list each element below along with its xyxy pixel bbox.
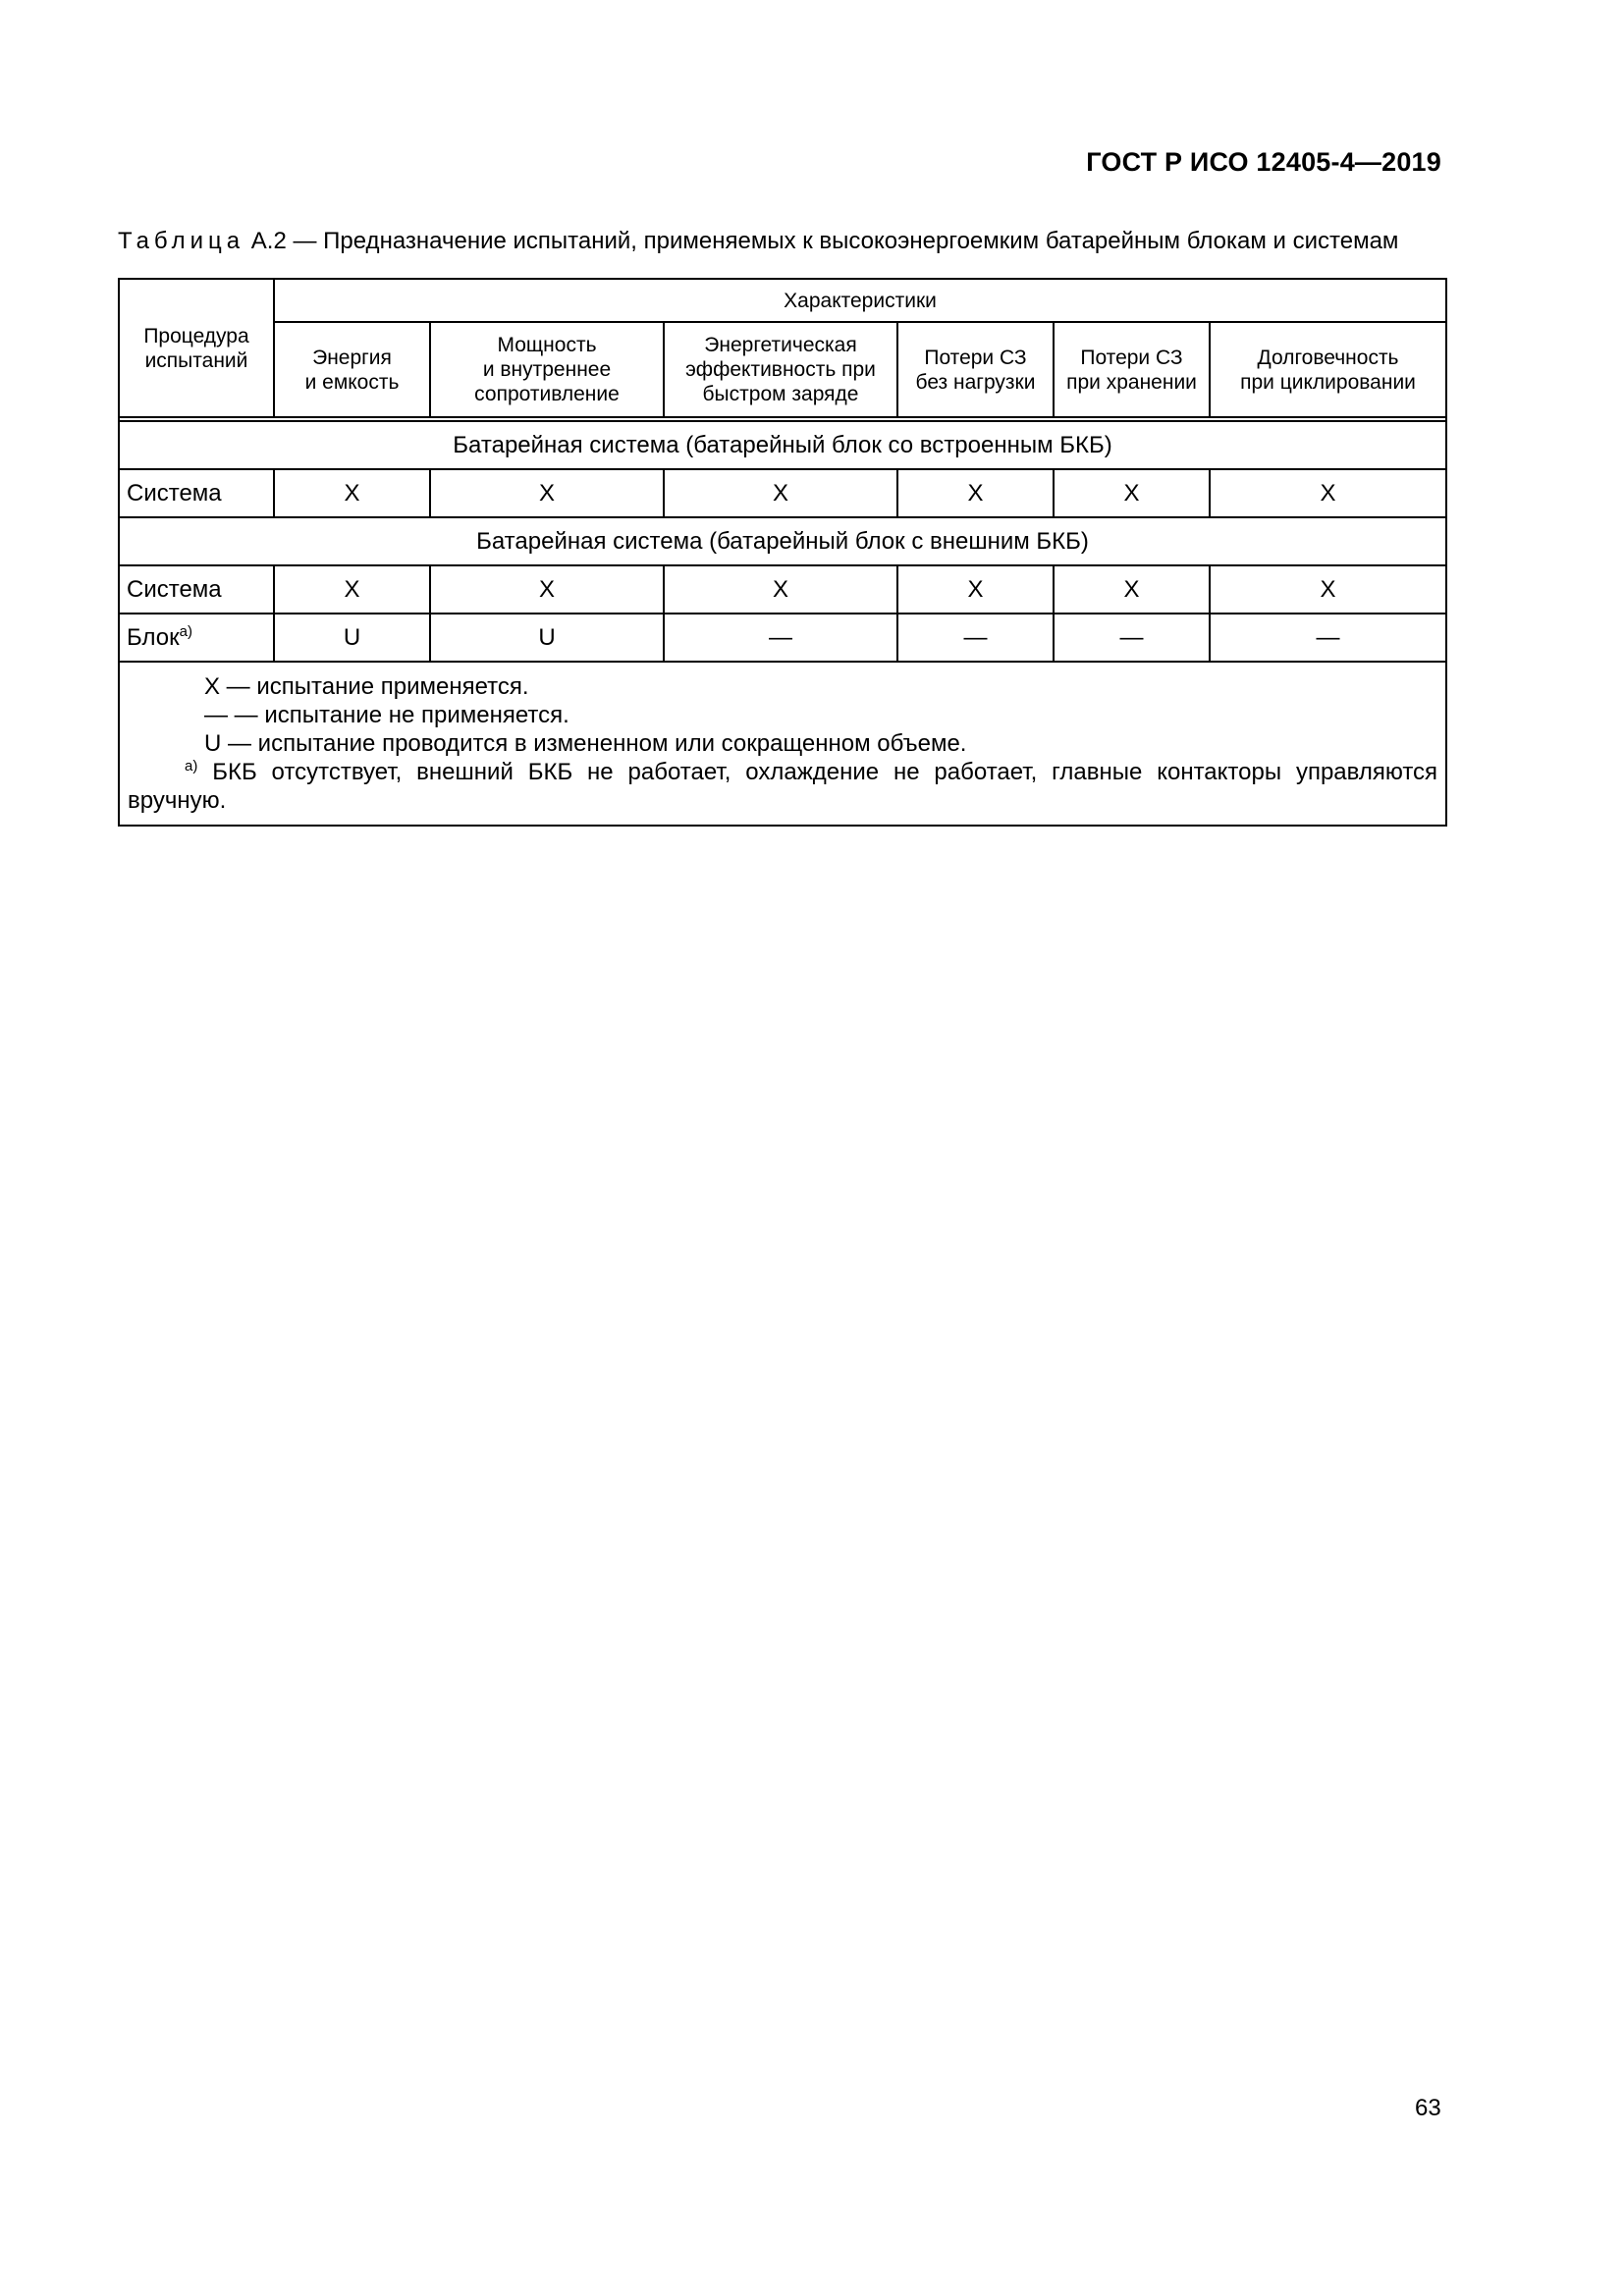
table-cell: X <box>897 469 1054 517</box>
table-cell: — <box>664 614 897 662</box>
table-caption-word: Таблица <box>118 228 245 254</box>
table-row <box>119 469 1446 517</box>
footnote-ref: a) <box>179 622 192 640</box>
table-cell: X <box>274 565 430 614</box>
footnote-text: БКБ отсутствует, внешний БКБ не работает, охлаждение не работает, главные контакторы управляются вручную. <box>128 759 1438 814</box>
note-line: X — испытание применяется. <box>204 673 529 700</box>
column-header-power: Мощность и внутреннее сопротивление <box>430 322 664 417</box>
section-title-integrated-bms: Батарейная система (батарейный блок со встроенным БКБ) <box>119 421 1446 469</box>
table-cell: U <box>274 614 430 662</box>
table-cell: X <box>430 469 664 517</box>
table-caption-text: А.2 — Предназначение испытаний, применяемых к высокоэнергоемким батарейным блокам и системам <box>250 228 1399 254</box>
table-cell: X <box>430 565 664 614</box>
note-line: — — испытание не применяется. <box>204 702 569 728</box>
column-header-efficiency: Энергетическая эффективность при быстром заряде <box>664 322 897 417</box>
column-header-cycle-life: Долговечность при циклировании <box>1210 322 1446 417</box>
test-purpose-table <box>118 278 1447 827</box>
table-cell: X <box>664 469 897 517</box>
row-label: Система <box>119 565 274 614</box>
table-cell: — <box>1054 614 1210 662</box>
footnote <box>128 758 1437 815</box>
row-label: Система <box>119 469 274 517</box>
characteristics-header: Характеристики <box>274 279 1446 322</box>
page-number: 63 <box>1415 2095 1441 2121</box>
table-cell: X <box>897 565 1054 614</box>
table-notes <box>119 662 1446 826</box>
table-row <box>119 614 1446 662</box>
table-cell: U <box>430 614 664 662</box>
section-title-external-bms: Батарейная система (батарейный блок с внешним БКБ) <box>119 517 1446 565</box>
document-code: ГОСТ Р ИСО 12405-4—2019 <box>1086 147 1441 177</box>
table-cell: X <box>1054 469 1210 517</box>
footnote-marker: a) <box>185 758 198 774</box>
table-cell: — <box>1210 614 1446 662</box>
table-cell: — <box>897 614 1054 662</box>
table-row <box>119 565 1446 614</box>
table-cell: X <box>1054 565 1210 614</box>
table-cell: X <box>274 469 430 517</box>
column-header-loss-storage: Потери СЗ при хранении <box>1054 322 1210 417</box>
table-cell: X <box>664 565 897 614</box>
column-header-loss-no-load: Потери СЗ без нагрузки <box>897 322 1054 417</box>
table-caption <box>118 228 1443 255</box>
table-cell: X <box>1210 565 1446 614</box>
procedure-header: Процедура испытаний <box>119 279 274 417</box>
column-header-energy: Энергия и емкость <box>274 322 430 417</box>
row-label: Блок$^{a)}$ <box>119 614 274 662</box>
note-line: U — испытание проводится в измененном или сокращенном объеме. <box>204 730 967 757</box>
table-cell: X <box>1210 469 1446 517</box>
